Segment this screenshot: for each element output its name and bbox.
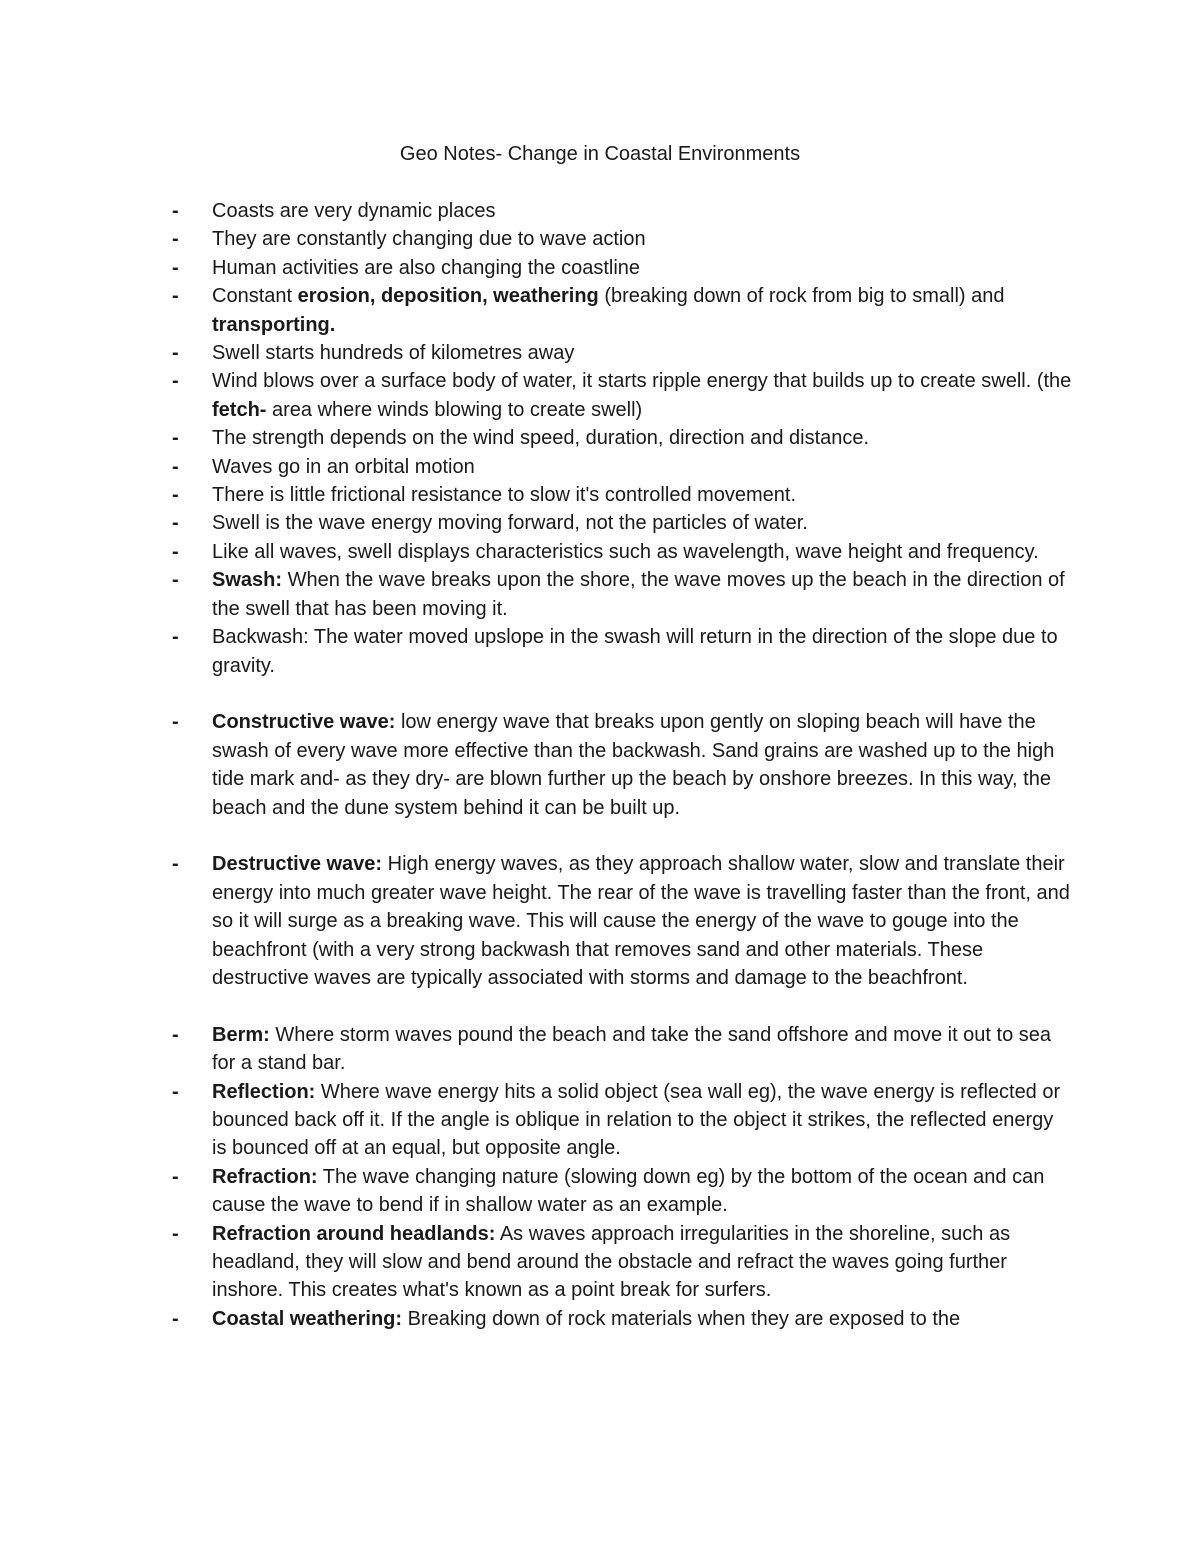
bold-term: Swash: xyxy=(212,569,283,592)
bullet-dash: - xyxy=(172,711,179,734)
bold-term: fetch- xyxy=(212,398,267,421)
list-item xyxy=(172,197,1072,225)
bold-term: Reflection: xyxy=(212,1080,316,1103)
bold-term: transporting. xyxy=(212,313,336,336)
bold-term: Constructive wave: xyxy=(212,711,396,734)
item-text: area where winds blowing to create swell) xyxy=(266,398,643,421)
bullet-dash: - xyxy=(172,285,179,308)
bold-term: Coastal weathering: xyxy=(212,1307,403,1330)
bullet-dash: - xyxy=(172,455,179,478)
bold-term: Destructive wave: xyxy=(212,853,383,876)
list-item xyxy=(172,339,1072,367)
list-item xyxy=(172,424,1072,452)
bullet-dash: - xyxy=(172,1165,179,1188)
item-text: High energy waves, as they approach shallow water, slow and translate their energy into much greater wave height. The rear of the wave is travelling faster than the front, and so it will surge as a breaking wave. This will cause the energy of the wave to gouge into the beachfront (with a very strong backwash that removes sand and other materials. These destructive waves are typically associated with storms and damage to the beachfront. xyxy=(212,853,1070,989)
list-item xyxy=(172,850,1072,992)
item-text: (breaking down of rock from big to small) and xyxy=(598,285,1005,308)
list-item xyxy=(172,367,1072,424)
item-text: Swell starts hundreds of kilometres away xyxy=(212,342,575,365)
bullet-dash: - xyxy=(172,427,179,450)
bullet-dash: - xyxy=(172,200,179,222)
bullet-dash: - xyxy=(172,512,179,535)
list-item xyxy=(172,1163,1072,1220)
list-item xyxy=(172,282,1072,339)
item-text: There is little frictional resistance to slow it's controlled movement. xyxy=(212,484,797,507)
bullet-dash: - xyxy=(172,1307,179,1330)
list-item xyxy=(172,254,1072,282)
list-item xyxy=(172,538,1072,566)
item-text: Constant xyxy=(212,285,298,308)
item-text: When the wave breaks upon the shore, the wave moves up the beach in the direction of the swell that has been moving it. xyxy=(212,569,1065,620)
list-item xyxy=(172,453,1072,481)
bold-term: Refraction around headlands: xyxy=(212,1222,496,1245)
item-text: Wind blows over a surface body of water, it starts ripple energy that builds up to create swell. (the xyxy=(212,370,1072,393)
item-text: Backwash: The water moved upslope in the swash will return in the direction of the slope due to gravity. xyxy=(212,626,1058,677)
item-text: As waves approach irregularities in the shoreline, such as headland, they will slow and bend around the obstacle and refract the waves going further inshore. This creates what's known as a point break for surfers. xyxy=(212,1222,1011,1302)
bullet-dash: - xyxy=(172,1023,179,1046)
bullet-dash: - xyxy=(172,370,179,393)
item-text: The wave changing nature (slowing down eg) by the bottom of the ocean and can cause the wave to bend if in shallow water as an example. xyxy=(212,1165,1045,1217)
item-text: Swell is the wave energy moving forward, not the particles of water. xyxy=(212,512,808,535)
notes-list xyxy=(172,197,1072,1333)
bullet-dash: - xyxy=(172,626,179,649)
item-text: Like all waves, swell displays characteristics such as wavelength, wave height and frequency. xyxy=(212,540,1039,563)
bullet-dash: - xyxy=(172,228,179,251)
list-item xyxy=(172,1305,1072,1333)
item-text: They are constantly changing due to wave action xyxy=(212,228,646,251)
item-text: Breaking down of rock materials when they are exposed to the xyxy=(402,1307,961,1330)
item-text: The strength depends on the wind speed, duration, direction and distance. xyxy=(212,427,870,450)
page-title: Geo Notes- Change in Coastal Environments xyxy=(399,143,801,165)
bold-term: Berm: xyxy=(212,1023,270,1046)
bullet-dash: - xyxy=(172,484,179,507)
bold-term: Refraction: xyxy=(212,1165,318,1188)
list-item xyxy=(172,708,1072,822)
item-text: Coasts are very dynamic places xyxy=(212,200,496,222)
list-item xyxy=(172,1021,1072,1078)
list-item xyxy=(172,225,1072,253)
list-item xyxy=(172,566,1072,623)
bold-term: erosion, deposition, weathering xyxy=(297,285,599,308)
list-item xyxy=(172,509,1072,537)
list-item xyxy=(172,481,1072,509)
item-text: Waves go in an orbital motion xyxy=(212,455,475,478)
item-text: Where storm waves pound the beach and take the sand offshore and move it out to sea for a stand bar. xyxy=(212,1023,1052,1075)
item-text: low energy wave that breaks upon gently on sloping beach will have the swash of every wave more effective than the backwash. Sand grains are washed up to the high tide mark and- as they dry- are blown further up the beach by onshore breezes. In this way, the beach and the dune system behind it can be built up. xyxy=(212,711,1055,819)
bullet-dash: - xyxy=(172,256,179,279)
bullet-dash: - xyxy=(172,540,179,563)
bullet-dash: - xyxy=(172,1222,179,1245)
bullet-dash: - xyxy=(172,1080,179,1103)
bullet-dash: - xyxy=(172,342,179,365)
bullet-dash: - xyxy=(172,569,179,592)
list-item xyxy=(172,1078,1072,1163)
list-item xyxy=(172,1220,1072,1305)
item-text: Human activities are also changing the coastline xyxy=(212,256,641,279)
item-text: Where wave energy hits a solid object (sea wall eg), the wave energy is reflected or bounced back off it. If the angle is oblique in relation to the object it strikes, the reflected energy is bounced off at an equal, but opposite angle. xyxy=(212,1080,1061,1160)
bullet-dash: - xyxy=(172,853,179,876)
list-item xyxy=(172,623,1072,680)
